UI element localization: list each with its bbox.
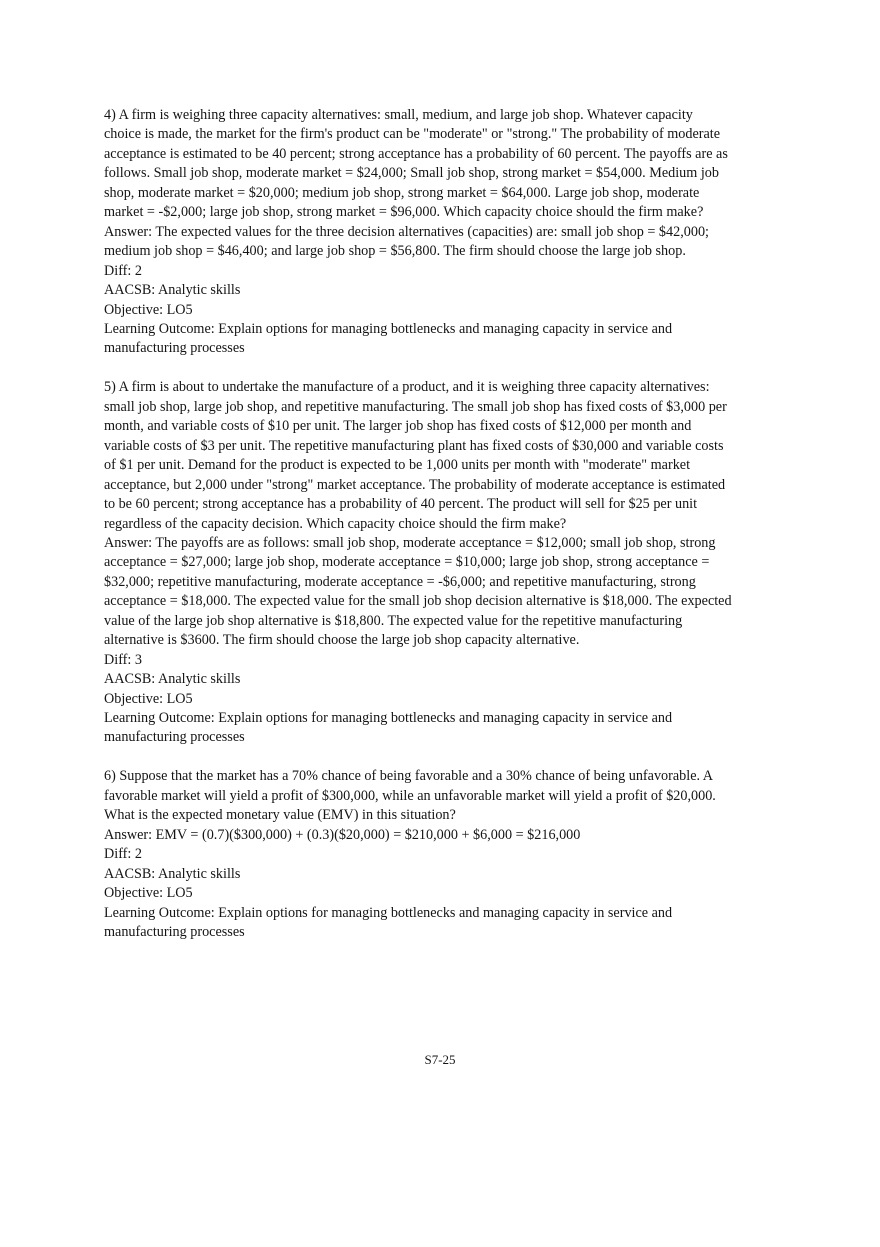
difficulty: Diff: 2 xyxy=(104,846,142,863)
learning-outcome: Learning Outcome: Explain options for managing bottlenecks and managing capacity in service and manufacturing processes xyxy=(104,320,673,357)
question-block-5 xyxy=(104,378,732,748)
aacsb: AACSB: Analytic skills xyxy=(104,671,241,688)
learning-outcome: Learning Outcome: Explain options for managing bottlenecks and managing capacity in service and manufacturing processes xyxy=(104,904,673,940)
question-text: 5) A firm is about to undertake the manufacture of a product, and it is weighing three capacity alternatives: small job shop, large job shop, and repetitive manufacturing. The small job shop has fixed costs of $3,000 per month, and variable costs of $10 per unit. The larger job shop has fixed costs of $12,000 per month and variable costs of $3 per unit. The repetitive manufacturing plant has fixed costs of $30,000 and variable costs of $1 per unit. Demand for the product is expected to be 1,000 units per month with "moderate" market acceptance, but 2,000 under "strong" market acceptance. The probability of moderate acceptance is estimated to be 60 percent; strong acceptance has a probability of 40 percent. The product will sell for $25 per unit regardless of the capacity decision. Which capacity choice should the firm make? xyxy=(104,379,727,532)
page-number: S7-25 xyxy=(424,1052,456,1067)
learning-outcome: Learning Outcome: Explain options for managing bottlenecks and managing capacity in service and manufacturing processes xyxy=(104,710,673,746)
objective: Objective: LO5 xyxy=(104,301,193,318)
document-page xyxy=(104,106,732,962)
difficulty: Diff: 2 xyxy=(104,262,142,279)
difficulty: Diff: 3 xyxy=(104,651,142,668)
answer-text: Answer: EMV = (0.7)($300,000) + (0.3)($20,000) = $210,000 + $6,000 = $216,000 xyxy=(104,826,581,843)
aacsb: AACSB: Analytic skills xyxy=(104,282,241,299)
objective: Objective: LO5 xyxy=(104,885,193,902)
question-block-4 xyxy=(104,106,732,359)
objective: Objective: LO5 xyxy=(104,690,193,707)
aacsb: AACSB: Analytic skills xyxy=(104,865,241,882)
answer-text: Answer: The expected values for the three decision alternatives (capacities) are: small job shop = $42,000; medium job shop = $46,400; and large job shop = $56,800. The firm should choose the large job shop. xyxy=(104,223,709,260)
question-text: 6) Suppose that the market has a 70% chance of being favorable and a 30% chance of being unfavorable. A favorable market will yield a profit of $300,000, while an unfavorable market will yield a profit of $20,000. What is the expected monetary value (EMV) in this situation? xyxy=(104,768,716,824)
question-block-6 xyxy=(104,767,732,942)
question-text: 4) A firm is weighing three capacity alternatives: small, medium, and large job shop. Whatever capacity choice is made, the market for the firm's product can be "moderate" or "strong." The probability of moderate acceptance is estimated to be 40 percent; strong acceptance has a probability of 60 percent. The payoffs are as follows. Small job shop, moderate market = $24,000; Small job shop, strong market = $54,000. Medium job shop, moderate market = $20,000; medium job shop, strong market = $64,000. Large job shop, moderate market = -$2,000; large job shop, strong market = $96,000. Which capacity choice should the firm make? xyxy=(104,107,728,221)
answer-text: Answer: The payoffs are as follows: small job shop, moderate acceptance = $12,000; small job shop, strong acceptance = $27,000; large job shop, moderate acceptance = $10,000; large job shop, strong acceptance = $32,000; repetitive manufacturing, moderate acceptance = -$6,000; and repetitive manufacturing, strong acceptance = $18,000. The expected value for the small job shop decision alternative is $18,000. The expected value of the large job shop alternative is $18,800. The expected value for the repetitive manufacturing alternative is $3600. The firm should choose the large job shop capacity alternative. xyxy=(104,534,732,649)
